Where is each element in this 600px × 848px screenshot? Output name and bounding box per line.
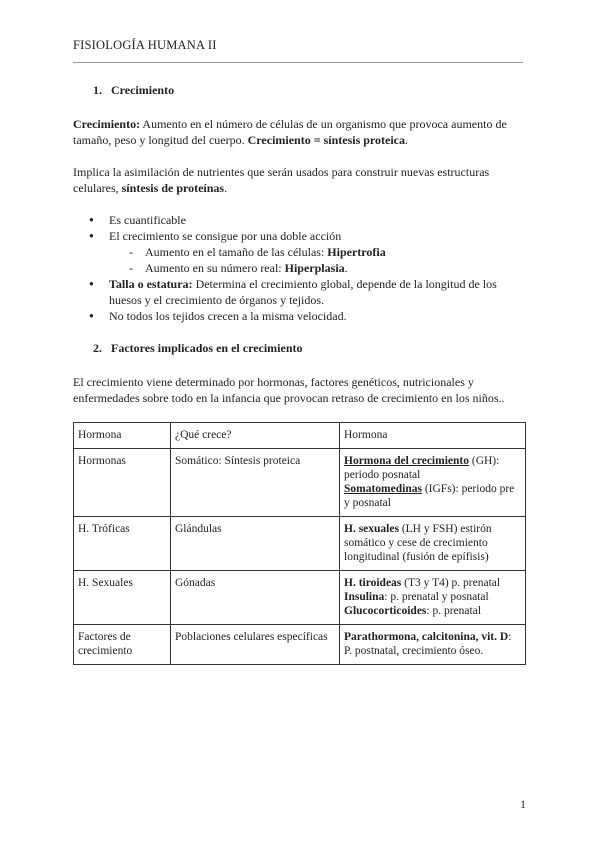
section-1-heading bbox=[93, 82, 523, 98]
assimilation-paragraph bbox=[73, 164, 523, 196]
cell-text: : P. postnatal, crecimiento óseo. bbox=[344, 631, 512, 657]
cell-bold: Somatomedinas bbox=[344, 483, 422, 495]
assimilation-bold: síntesis de proteínas bbox=[121, 181, 225, 195]
cell-text: (IGFs): periodo pre y posnatal bbox=[344, 483, 515, 509]
sub-bullet-item bbox=[73, 244, 523, 260]
cell-bold: Glucocorticoides bbox=[344, 605, 427, 617]
table-row bbox=[74, 625, 526, 665]
definition-text: Aumento en el número de células de un organismo que provoca aumento de tamaño, peso y longitud del cuerpo. bbox=[73, 117, 507, 147]
sub-bullet-end: . bbox=[344, 261, 348, 275]
table-cell: Somático: Síntesis proteica bbox=[171, 449, 340, 517]
bullet-item bbox=[73, 276, 523, 308]
document-body bbox=[73, 82, 523, 665]
table-cell bbox=[340, 571, 526, 625]
definition-equation: Crecimiento = síntesis proteica bbox=[247, 133, 406, 147]
factors-paragraph: El crecimiento viene determinado por hormonas, factores genéticos, nutricionales y enfermedades sobre todo en la infancia que provocan retraso de crecimiento en los niños.. bbox=[73, 375, 505, 405]
table-header-cell: ¿Qué crece? bbox=[171, 423, 340, 449]
table-row bbox=[74, 571, 526, 625]
growth-bullet-list bbox=[73, 212, 523, 324]
cell-text: : p. prenatal y posnatal bbox=[384, 591, 489, 603]
table-cell bbox=[340, 625, 526, 665]
bullet-bold: Talla o estatura: bbox=[109, 277, 193, 291]
cell-bold: Insulina bbox=[344, 591, 385, 603]
cell-text: (GH): periodo posnatal bbox=[344, 455, 500, 481]
table-cell: H. Sexuales bbox=[74, 571, 171, 625]
section-2-number: 2. bbox=[93, 341, 102, 355]
definition-end: . bbox=[405, 133, 409, 147]
bullet-text: El crecimiento se consigue por una doble acción bbox=[109, 229, 342, 243]
table-cell: Poblaciones celulares específicas bbox=[171, 625, 340, 665]
table-cell bbox=[340, 517, 526, 571]
bullet-item bbox=[73, 212, 523, 228]
cell-text: : p. prenatal bbox=[426, 605, 482, 617]
section-2-heading bbox=[93, 340, 523, 356]
table-cell: Glándulas bbox=[171, 517, 340, 571]
bullet-item bbox=[73, 228, 523, 244]
table-header-cell: Hormona bbox=[340, 423, 526, 449]
table-cell: Hormonas bbox=[74, 449, 171, 517]
table-row bbox=[74, 517, 526, 571]
table-cell: Gónadas bbox=[171, 571, 340, 625]
cell-text: (LH y FSH) estirón somático y cese de crecimiento longitudinal (fusión de epífisis) bbox=[344, 523, 492, 563]
page-header-title: FISIOLOGÍA HUMANA II bbox=[73, 38, 217, 52]
header-divider bbox=[73, 62, 523, 63]
table-header-row bbox=[74, 423, 526, 449]
hormones-table bbox=[73, 422, 526, 665]
sub-bullet-text: Aumento en su número real: bbox=[145, 261, 285, 275]
table-cell: H. Tróficas bbox=[74, 517, 171, 571]
table-cell: Factores de crecimiento bbox=[74, 625, 171, 665]
section-2-title: Factores implicados en el crecimiento bbox=[111, 341, 303, 355]
page-number: 1 bbox=[520, 797, 526, 811]
sub-bullet-bold: Hipertrofia bbox=[327, 245, 386, 259]
bullet-item bbox=[73, 308, 523, 324]
sub-bullet-bold: Hiperplasia bbox=[284, 261, 345, 275]
cell-bold: Parathormona, calcitonina, vit. D bbox=[344, 631, 509, 643]
cell-bold: H. tiroideas bbox=[344, 577, 402, 589]
section-1-title: Crecimiento bbox=[111, 83, 175, 97]
table-row bbox=[74, 449, 526, 517]
table-header-cell: Hormona bbox=[74, 423, 171, 449]
bullet-text: Determina el crecimiento global, depende de la longitud de los huesos y el crecimiento de órganos y tejidos. bbox=[109, 277, 497, 307]
section-1-number: 1. bbox=[93, 83, 102, 97]
sub-bullet-item bbox=[73, 260, 523, 276]
table-cell bbox=[340, 449, 526, 517]
cell-bold: H. sexuales bbox=[344, 523, 399, 535]
bullet-text: No todos los tejidos crecen a la misma velocidad. bbox=[109, 309, 347, 323]
assimilation-text: Implica la asimilación de nutrientes que serán usados para construir nuevas estructuras celulares, bbox=[73, 165, 490, 195]
definition-paragraph bbox=[73, 116, 523, 148]
cell-text: (T3 y T4) p. prenatal bbox=[401, 577, 501, 589]
cell-bold: Hormona del crecimiento bbox=[344, 455, 469, 467]
sub-bullet-text: Aumento en el tamaño de las células: bbox=[145, 245, 328, 259]
definition-term: Crecimiento: bbox=[73, 117, 141, 131]
assimilation-end: . bbox=[224, 181, 228, 195]
bullet-text: Es cuantificable bbox=[109, 213, 186, 227]
